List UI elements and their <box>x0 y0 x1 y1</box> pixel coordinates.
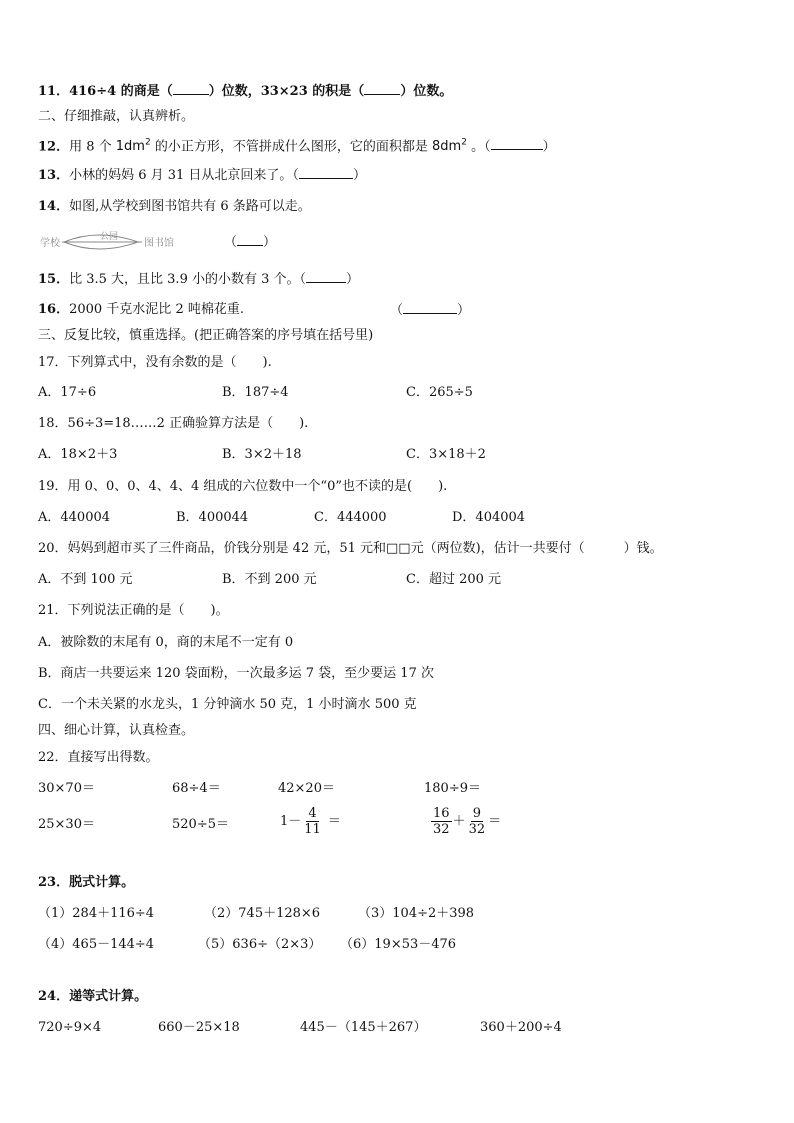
calc-item: 660－25×18 <box>158 1020 240 1035</box>
option-c[interactable]: C．一个未关紧的水龙头，1 分钟滴水 50 克，1 小时滴水 500 克 <box>38 697 417 712</box>
answer-blank[interactable] <box>403 301 457 314</box>
unit-8dm2: $8dm^2$ <box>432 138 467 155</box>
question-11: 11．416÷4 的商是（ ）位数，33×23 的积是（ ）位数。 <box>38 84 453 99</box>
question-15: 15．比 3.5 大，且比 3.9 小的小数有 3 个。（ ） <box>38 272 360 287</box>
answer-blank[interactable] <box>306 270 346 283</box>
question-24: 24．递等式计算。 <box>38 989 148 1004</box>
calc-item: （3）104÷2＋398 <box>358 906 475 921</box>
calc-item: （4）465－144÷4 <box>38 937 155 952</box>
option-b[interactable]: B．商店一共要运来 120 袋面粉，一次最多运 7 袋，至少要运 17 次 <box>38 666 434 681</box>
calc-item: 30×70＝ <box>38 781 95 796</box>
calc-item: （6）19×53－476 <box>340 937 457 952</box>
option-a[interactable]: A．440004 <box>38 510 111 525</box>
calc-item: （5）636÷（2×3） <box>198 937 322 952</box>
answer-blank[interactable] <box>299 166 353 179</box>
route-diagram <box>38 230 188 252</box>
question-20: 20．妈妈到超市买了三件商品，价钱分别是 42 元，51 元和□□元（两位数)，估计一共要付（ ）钱。 <box>38 541 663 556</box>
option-c[interactable]: C．超过 200 元 <box>406 572 502 587</box>
option-b[interactable]: B．400044 <box>176 510 249 525</box>
option-a[interactable]: A．18×2＋3 <box>38 447 118 462</box>
fraction-expression-2: $\frac{16}{32}$ ＋ $\frac{9}{32}$ ＝ <box>433 806 502 837</box>
fraction: $\frac{4}{11}$ <box>304 806 321 837</box>
diagram-label-mid: 公园 <box>100 232 119 242</box>
calc-item: 180÷9＝ <box>424 781 481 796</box>
fraction: $\frac{9}{32}$ <box>468 806 486 837</box>
unit-1dm2: $1dm^2$ <box>115 138 151 155</box>
question-21: 21．下列说法正确的是（ )。 <box>38 603 229 618</box>
question-16: 16．2000 千克水泥比 2 吨棉花重. <box>38 302 244 317</box>
calc-item: 520÷5＝ <box>172 817 229 832</box>
fraction: $\frac{16}{32}$ <box>433 806 450 837</box>
option-c[interactable]: C．3×18＋2 <box>406 447 486 462</box>
question-18: 18．56÷3=18……2 正确验算方法是（ ). <box>38 416 309 431</box>
calc-item: （1）284＋116÷4 <box>38 906 155 921</box>
question-22: 22．直接写出得数。 <box>38 750 159 765</box>
option-a[interactable]: A．不到 100 元 <box>38 572 133 587</box>
calc-item: 68÷4＝ <box>172 781 221 796</box>
question-17: 17．下列算式中，没有余数的是（ ). <box>38 355 272 370</box>
answer-blank[interactable] <box>173 82 209 95</box>
calc-item: 360＋200÷4 <box>480 1020 562 1035</box>
section-4-heading: 四、细心计算，认真检查。 <box>38 723 195 738</box>
question-14-answer: （ ） <box>224 235 277 250</box>
option-c[interactable]: C．444000 <box>314 510 387 525</box>
calc-item: 42×20＝ <box>278 781 335 796</box>
section-3-heading: 三、反复比较，慎重选择。(把正确答案的序号填在括号里) <box>38 328 374 343</box>
answer-blank[interactable] <box>237 233 263 246</box>
option-b[interactable]: B．187÷4 <box>222 385 289 400</box>
section-2-heading: 二、仔细推敲，认真辨析。 <box>38 109 195 124</box>
question-12: 12．用 8 个 $1dm^2$ 的小正方形，不管拼成什么图形，它的面积都是 $8dm^2$ 。（ ） <box>38 138 556 155</box>
calc-item: 445－（145＋267） <box>300 1020 427 1035</box>
calc-item: （2）745＋128×6 <box>204 906 321 921</box>
answer-blank[interactable] <box>491 137 543 150</box>
option-c[interactable]: C．265÷5 <box>406 385 473 400</box>
fraction-expression-1: 1－ $\frac{4}{11}$ ＝ <box>280 806 341 837</box>
calc-item: 720÷9×4 <box>38 1020 102 1035</box>
option-b[interactable]: B．不到 200 元 <box>222 572 317 587</box>
question-19: 19．用 0、0、0、4、4、4 组成的六位数中一个“0”也不读的是( ). <box>38 479 448 494</box>
question-14: 14．如图,从学校到图书馆共有 6 条路可以走。 <box>38 199 311 214</box>
calc-item: 25×30＝ <box>38 817 95 832</box>
option-d[interactable]: D．404004 <box>452 510 526 525</box>
answer-blank[interactable] <box>364 82 400 95</box>
diagram-label-start: 学校 <box>40 238 60 249</box>
option-b[interactable]: B．3×2＋18 <box>222 447 302 462</box>
diagram-label-end: 图书馆 <box>144 238 174 249</box>
option-a[interactable]: A．17÷6 <box>38 385 97 400</box>
option-a[interactable]: A．被除数的末尾有 0，商的末尾不一定有 0 <box>38 635 294 650</box>
question-23: 23．脱式计算。 <box>38 875 135 890</box>
question-13: 13．小林的妈妈 6 月 31 日从北京回来了。（ ） <box>38 168 366 183</box>
question-16-answer: （ ） <box>390 303 471 318</box>
